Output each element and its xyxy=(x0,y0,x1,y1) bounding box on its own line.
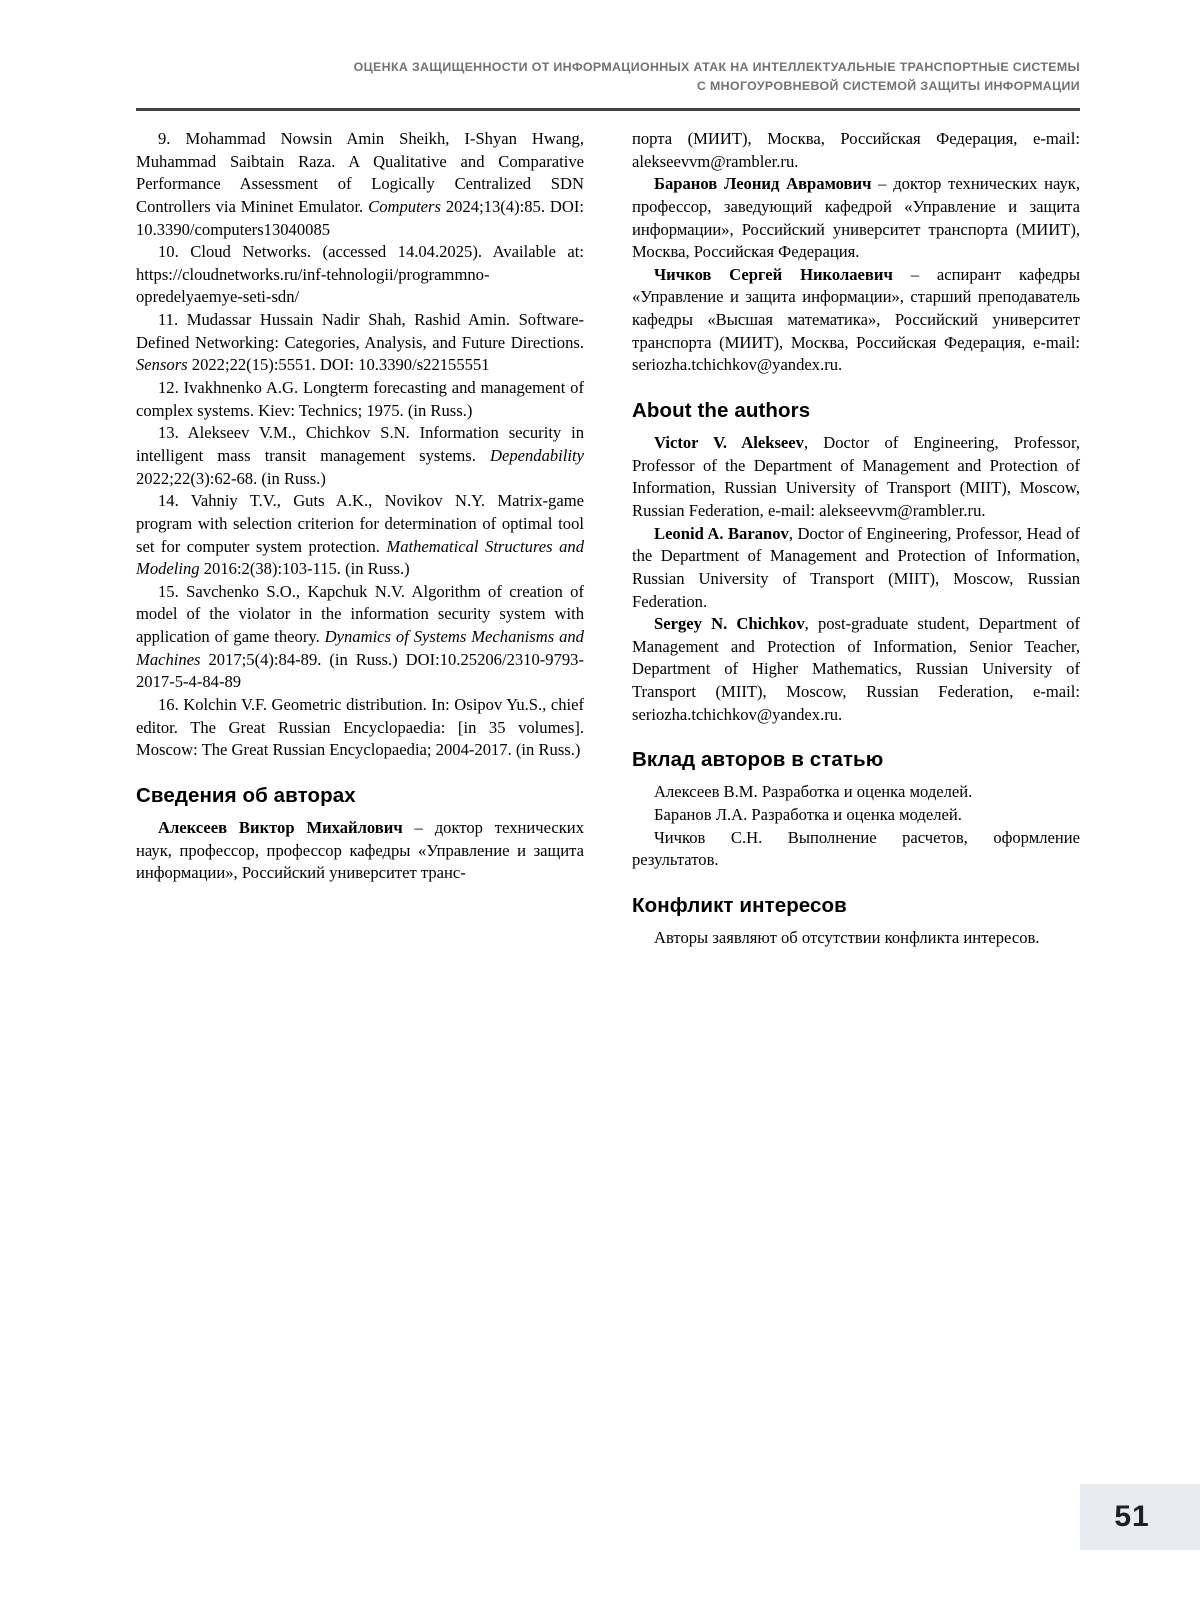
author-description: – аспирант кафедры «Управление и защита информации», старший преподаватель кафедры «Высшая математика», Российский университет транспорта (МИИТ), Москва, Российская Федерация, e-mail: seriozha.tchichkov@yandex.ru. xyxy=(632,264,1080,375)
reference-text: 9. Mohammad Nowsin Amin Sheikh, I-Shyan Hwang, Muhammad Saibtain Raza. A Qualitative and Comparative Performance Assessment of Logically Centralized SDN Controllers via Mininet Emulator. xyxy=(136,129,584,216)
reference-text: 16. Kolchin V.F. Geometric distribution. In: Osipov Yu.S., chief editor. The Great Russian Encyclopaedia: [in 35 volumes]. Moscow: The Great Russian Encyclopaedia; 2004-2017. (in Russ.) xyxy=(136,695,584,760)
reference-text: 11. Mudassar Hussain Nadir Shah, Rashid Amin. Software-Defined Networking: Categories, Analysis, and Future Directions. xyxy=(136,310,584,352)
about-author-name: Leonid A. Baranov xyxy=(654,523,789,543)
reference-tail: 2022;22(3):62-68. (in Russ.) xyxy=(136,468,326,488)
reference-tail: 2024;13(4):85. DOI: 10.3390/computers13040085 xyxy=(136,196,584,239)
contribution-line: Алексеев В.М. Разработка и оценка моделей. xyxy=(654,782,973,802)
reference-source: Computers xyxy=(368,196,441,216)
reference-text: 14. Vahniy T.V., Guts A.K., Novikov N.Y. Matrix-game program with selection criterion for determination of optimal tool set for computer system protection. xyxy=(136,491,584,556)
about-author-name: Sergey N. Chichkov xyxy=(654,614,805,634)
about-author-description: , Doctor of Engineering, Professor, Professor of the Department of Management and Protection of Information, Russian University of Transport (MIIT), Moscow, Russian Federation, e-mail: alekseevvm@rambler.ru. xyxy=(632,433,1080,520)
section-heading-contribution: Вклад авторов в статью xyxy=(632,748,884,772)
two-column-body xyxy=(136,128,1080,950)
reference-item xyxy=(136,309,584,377)
reference-tail: 2022;22(15):5551. DOI: 10.3390/s22155551 xyxy=(187,355,490,375)
contribution-line: Баранов Л.А. Разработка и оценка моделей. xyxy=(654,805,962,825)
section-heading-authors-ru: Сведения об авторах xyxy=(136,783,356,807)
page-number-block xyxy=(1080,1484,1200,1550)
reference-text: 10. Cloud Networks. (accessed 14.04.2025). Available at: https://cloudnetworks.ru/inf-tehnologii/programmno-opredelyaemye-seti-sdn/ xyxy=(136,242,584,307)
reference-item xyxy=(136,490,584,581)
reference-tail: 2017;5(4):84-89. (in Russ.) DOI:10.25206/2310-9793-2017-5-4-84-89 xyxy=(136,649,584,692)
about-author-entry xyxy=(632,613,1080,726)
reference-source: Mathematical Structures and Modeling xyxy=(136,536,584,579)
reference-text: 15. Savchenko S.O., Kapchuk N.V. Algorithm of creation of model of the violator in the information security system with application of game theory. xyxy=(136,581,584,647)
author-entry xyxy=(136,817,584,885)
section-heading-about-authors: About the authors xyxy=(632,399,811,423)
about-author-entry xyxy=(632,523,1080,614)
conflict-statement: Авторы заявляют об отсутствии конфликта интересов. xyxy=(654,927,1040,947)
author-description: – доктор технических наук, профессор, профессор кафедры «Управление и защита информации», Российский университет транс- xyxy=(136,817,584,883)
page-number: 51 xyxy=(1114,1500,1150,1533)
about-author-name: Victor V. Alekseev xyxy=(654,433,804,453)
about-author-description: , Doctor of Engineering, Professor, Head of the Department of Management and Protection of Information, Russian University of Transport (MIIT), Moscow, Russian Federation. xyxy=(632,523,1080,611)
reference-item xyxy=(136,241,584,309)
author-entry xyxy=(632,264,1080,377)
section-heading-conflict: Конфликт интересов xyxy=(632,893,847,917)
reference-source: Sensors xyxy=(136,355,188,375)
reference-text: 13. Alekseev V.M., Chichkov S.N. Information security in intelligent mass transit management systems. xyxy=(136,423,584,465)
about-author-description: , post-graduate student, Department of Management and Protection of Information, Senior Teacher, Department of Higher Mathematics, Russian University of Transport (MIIT), Moscow, Russian Federation, e-mail: seriozha.tchichkov@yandex.ru. xyxy=(632,614,1080,724)
author-name: Баранов Леонид Аврамович xyxy=(654,174,872,194)
reference-item xyxy=(136,694,584,762)
reference-tail: 2016:2(38):103-115. (in Russ.) xyxy=(199,559,410,579)
author-entry-continued: порта (МИИТ), Москва, Российская Федерация, e-mail: alekseevvm@rambler.ru. xyxy=(632,129,1080,171)
about-author-entry xyxy=(632,432,1080,523)
contribution-line: Чичков С.Н. Выполнение расчетов, оформление результатов. xyxy=(632,827,1080,870)
reference-item xyxy=(136,128,584,241)
reference-item xyxy=(136,422,584,490)
author-entry xyxy=(632,173,1080,264)
reference-item xyxy=(136,581,584,694)
author-name: Алексеев Виктор Михайлович xyxy=(158,817,403,837)
reference-text: 12. Ivakhnenko A.G. Longterm forecasting and management of complex systems. Kiev: Technics; 1975. (in Russ.) xyxy=(136,378,584,420)
reference-source: Dependability xyxy=(489,445,584,465)
right-column xyxy=(632,128,1080,950)
reference-source: Dynamics of Systems Mechanisms and Machines xyxy=(136,627,584,669)
author-description: – доктор технических наук, профессор, заведующий кафедрой «Управление и защита информации», Российский университет транспорта (МИИТ), Москва, Российская Федерация. xyxy=(632,174,1080,262)
running-head-line-2: С МНОГОУРОВНЕВОЙ СИСТЕМОЙ ЗАЩИТЫ ИНФОРМАЦИИ xyxy=(696,79,1080,94)
header-rule xyxy=(136,108,1080,111)
running-head xyxy=(136,58,1080,96)
left-column xyxy=(136,128,584,950)
reference-item xyxy=(136,377,584,422)
author-name: Чичков Сергей Николаевич xyxy=(654,264,893,284)
running-head-line-1: ОЦЕНКА ЗАЩИЩЕННОСТИ ОТ ИНФОРМАЦИОННЫХ АТАК НА ИНТЕЛЛЕКТУАЛЬНЫЕ ТРАНСПОРТНЫЕ СИСТЕМЫ xyxy=(353,60,1080,74)
